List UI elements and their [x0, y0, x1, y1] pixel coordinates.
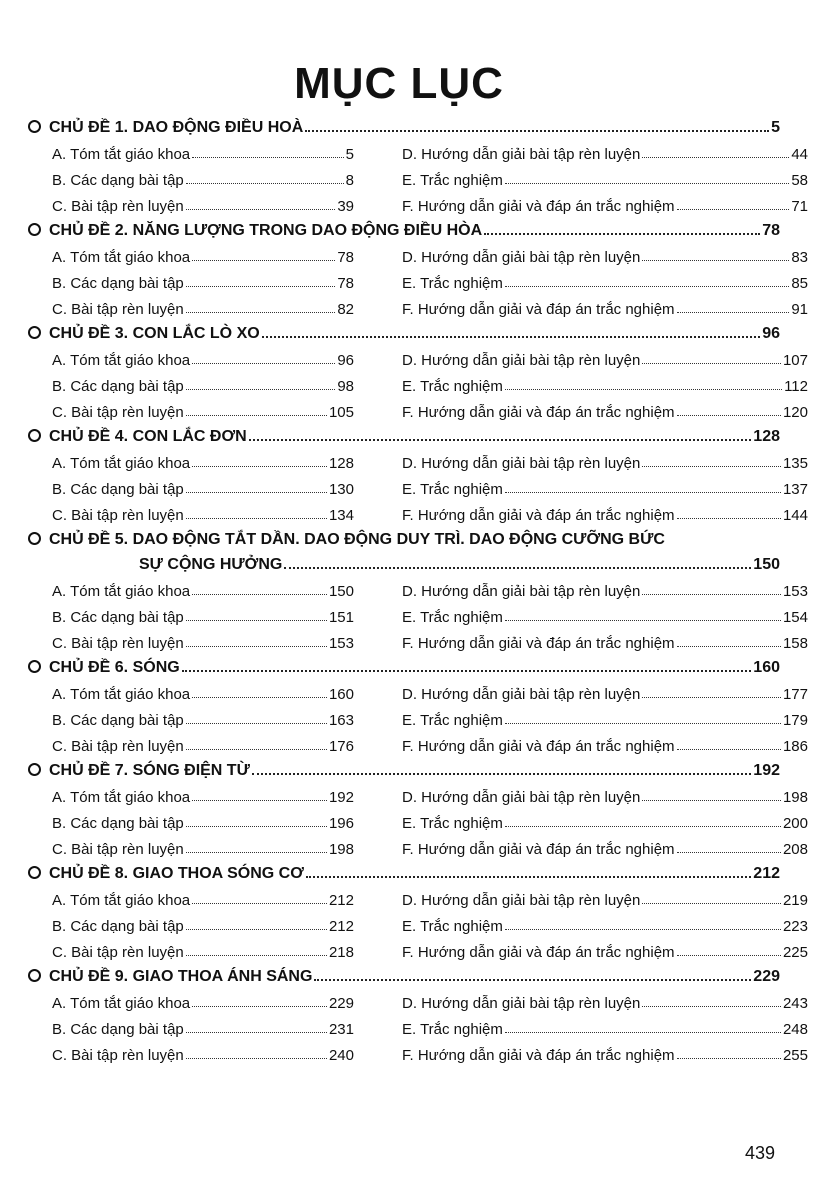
chapter-page-number: 192 — [753, 762, 780, 779]
dot-leader — [186, 929, 327, 930]
subsection-page-number: 243 — [782, 995, 808, 1012]
dot-leader — [505, 492, 781, 493]
subsection-entry[interactable] — [402, 729, 808, 755]
subsection-title: C. Bài tập rèn luyện — [52, 841, 184, 858]
subsection-page-number: 112 — [784, 378, 808, 395]
dot-leader — [182, 670, 752, 672]
subsection-page-number: 128 — [328, 455, 354, 472]
dot-leader — [642, 903, 781, 904]
subsection-title: E. Trắc nghiệm — [402, 1021, 503, 1038]
subsection-entry[interactable] — [52, 574, 354, 600]
subsection-grid — [28, 986, 808, 1064]
subsection-entry[interactable] — [402, 883, 808, 909]
dot-leader — [505, 389, 782, 390]
subsection-title: B. Các dạng bài tập — [52, 609, 184, 626]
subsection-page-number: 231 — [328, 1021, 354, 1038]
subsection-entry[interactable] — [52, 806, 354, 832]
subsection-title: A. Tóm tắt giáo khoa — [52, 146, 191, 163]
subsection-entry[interactable] — [402, 163, 808, 189]
subsection-title: C. Bài tập rèn luyện — [52, 507, 184, 524]
dot-leader — [186, 492, 327, 493]
subsection-page-number: 212 — [328, 918, 354, 935]
circle-bullet-icon — [28, 223, 41, 236]
chapter-section — [28, 755, 808, 858]
subsection-page-number: 153 — [328, 635, 354, 652]
subsection-page-number: 134 — [328, 507, 354, 524]
chapter-title: CHỦ ĐỀ 6. SÓNG — [49, 659, 180, 676]
subsection-title: A. Tóm tắt giáo khoa — [52, 249, 191, 266]
dot-leader — [505, 620, 781, 621]
dot-leader — [677, 852, 781, 853]
dot-leader — [252, 773, 751, 775]
subsection-title: D. Hướng dẫn giải bài tập rèn luyện — [402, 789, 641, 806]
subsection-page-number: 196 — [328, 815, 354, 832]
subsection-entry[interactable] — [402, 240, 808, 266]
subsection-title: E. Trắc nghiệm — [402, 172, 503, 189]
subsection-title: C. Bài tập rèn luyện — [52, 301, 184, 318]
subsection-page-number: 44 — [791, 146, 808, 163]
subsection-entry[interactable] — [52, 626, 354, 652]
chapter-heading[interactable] — [28, 524, 780, 549]
subsection-page-number: 58 — [791, 172, 808, 189]
subsection-title: A. Tóm tắt giáo khoa — [52, 995, 191, 1012]
subsection-page-number: 78 — [337, 275, 354, 292]
subsection-grid — [28, 137, 808, 215]
circle-bullet-icon — [28, 120, 41, 133]
subsection-entry[interactable] — [52, 163, 354, 189]
dot-leader — [192, 466, 327, 467]
circle-bullet-icon — [28, 866, 41, 879]
subsection-grid — [28, 574, 808, 652]
subsection-page-number: 255 — [782, 1047, 808, 1064]
subsection-page-number: 83 — [791, 249, 808, 266]
subsection-title: B. Các dạng bài tập — [52, 378, 184, 395]
chapter-heading[interactable] — [28, 215, 780, 240]
chapter-heading[interactable] — [28, 755, 780, 780]
subsection-entry[interactable] — [402, 498, 808, 524]
subsection-page-number: 176 — [328, 738, 354, 755]
subsection-page-number: 98 — [337, 378, 354, 395]
subsection-page-number: 153 — [782, 583, 808, 600]
subsection-title: A. Tóm tắt giáo khoa — [52, 686, 191, 703]
subsection-entry[interactable] — [52, 189, 354, 215]
subsection-title: C. Bài tập rèn luyện — [52, 635, 184, 652]
chapter-section — [28, 215, 808, 318]
subsection-grid — [28, 343, 808, 421]
subsection-title: F. Hướng dẫn giải và đáp án trắc nghiệm — [402, 404, 675, 421]
subsection-page-number: 229 — [328, 995, 354, 1012]
subsection-entry[interactable] — [52, 137, 354, 163]
dot-leader — [677, 955, 781, 956]
dot-leader — [186, 312, 336, 313]
subsection-entry[interactable] — [402, 292, 808, 318]
subsection-title: E. Trắc nghiệm — [402, 815, 503, 832]
dot-leader — [505, 723, 781, 724]
subsection-title: F. Hướng dẫn giải và đáp án trắc nghiệm — [402, 738, 675, 755]
subsection-page-number: 223 — [782, 918, 808, 935]
subsection-page-number: 200 — [782, 815, 808, 832]
subsection-title: B. Các dạng bài tập — [52, 481, 184, 498]
subsection-title: B. Các dạng bài tập — [52, 712, 184, 729]
chapter-title: CHỦ ĐỀ 7. SÓNG ĐIỆN TỪ — [49, 762, 250, 779]
circle-bullet-icon — [28, 532, 41, 545]
subsection-entry[interactable] — [52, 1038, 354, 1064]
dot-leader — [186, 518, 327, 519]
dot-leader — [642, 260, 789, 261]
dot-leader — [192, 260, 335, 261]
subsection-entry[interactable] — [402, 369, 808, 395]
dot-leader — [505, 183, 789, 184]
subsection-entry[interactable] — [402, 472, 808, 498]
dot-leader — [186, 646, 327, 647]
subsection-page-number: 212 — [328, 892, 354, 909]
chapter-title-continued: SỰ CỘNG HƯỞNG — [139, 556, 283, 573]
subsection-entry[interactable] — [402, 909, 808, 935]
chapter-section — [28, 112, 808, 215]
subsection-page-number: 130 — [328, 481, 354, 498]
dot-leader — [642, 697, 781, 698]
subsection-entry[interactable] — [402, 832, 808, 858]
subsection-title: D. Hướng dẫn giải bài tập rèn luyện — [402, 352, 641, 369]
subsection-title: E. Trắc nghiệm — [402, 275, 503, 292]
subsection-page-number: 39 — [337, 198, 354, 215]
subsection-entry[interactable] — [402, 266, 808, 292]
subsection-title: E. Trắc nghiệm — [402, 918, 503, 935]
dot-leader — [677, 312, 790, 313]
subsection-grid — [28, 446, 808, 524]
subsection-page-number: 158 — [782, 635, 808, 652]
subsection-title: E. Trắc nghiệm — [402, 609, 503, 626]
dot-leader — [677, 415, 781, 416]
subsection-title: C. Bài tập rèn luyện — [52, 1047, 184, 1064]
chapter-heading[interactable] — [28, 652, 780, 677]
subsection-entry[interactable] — [402, 780, 808, 806]
subsection-entry[interactable] — [52, 986, 354, 1012]
dot-leader — [314, 979, 751, 981]
circle-bullet-icon — [28, 429, 41, 442]
subsection-page-number: 120 — [782, 404, 808, 421]
subsection-page-number: 186 — [782, 738, 808, 755]
subsection-title: B. Các dạng bài tập — [52, 275, 184, 292]
dot-leader — [186, 852, 327, 853]
subsection-page-number: 154 — [782, 609, 808, 626]
subsection-title: F. Hướng dẫn giải và đáp án trắc nghiệm — [402, 301, 675, 318]
chapter-heading[interactable] — [28, 858, 780, 883]
subsection-title: D. Hướng dẫn giải bài tập rèn luyện — [402, 995, 641, 1012]
subsection-entry[interactable] — [52, 909, 354, 935]
subsection-page-number: 105 — [328, 404, 354, 421]
dot-leader — [186, 749, 327, 750]
circle-bullet-icon — [28, 660, 41, 673]
subsection-title: B. Các dạng bài tập — [52, 1021, 184, 1038]
subsection-title: C. Bài tập rèn luyện — [52, 198, 184, 215]
subsection-title: F. Hướng dẫn giải và đáp án trắc nghiệm — [402, 841, 675, 858]
chapter-page-number: 212 — [753, 865, 780, 882]
subsection-page-number: 96 — [337, 352, 354, 369]
subsection-entry[interactable] — [52, 395, 354, 421]
dot-leader — [192, 800, 327, 801]
dot-leader — [677, 518, 781, 519]
subsection-page-number: 160 — [328, 686, 354, 703]
subsection-entry[interactable] — [402, 626, 808, 652]
chapter-section — [28, 524, 808, 652]
dot-leader — [284, 567, 751, 569]
dot-leader — [642, 1006, 781, 1007]
subsection-title: F. Hướng dẫn giải và đáp án trắc nghiệm — [402, 507, 675, 524]
subsection-entry[interactable] — [52, 729, 354, 755]
dot-leader — [249, 439, 752, 441]
subsection-page-number: 135 — [782, 455, 808, 472]
dot-leader — [484, 233, 760, 235]
dot-leader — [642, 157, 789, 158]
dot-leader — [306, 876, 751, 878]
dot-leader — [305, 130, 769, 132]
dot-leader — [677, 646, 781, 647]
dot-leader — [677, 209, 790, 210]
subsection-entry[interactable] — [52, 266, 354, 292]
subsection-entry[interactable] — [402, 600, 808, 626]
subsection-page-number: 151 — [328, 609, 354, 626]
chapter-heading[interactable] — [28, 112, 780, 137]
chapter-title: CHỦ ĐỀ 9. GIAO THOA ÁNH SÁNG — [49, 968, 313, 985]
subsection-title: F. Hướng dẫn giải và đáp án trắc nghiệm — [402, 198, 675, 215]
subsection-entry[interactable] — [402, 1012, 808, 1038]
subsection-page-number: 240 — [328, 1047, 354, 1064]
dot-leader — [677, 1058, 781, 1059]
subsection-entry[interactable] — [52, 883, 354, 909]
dot-leader — [186, 1058, 327, 1059]
dot-leader — [642, 800, 781, 801]
subsection-page-number: 78 — [337, 249, 354, 266]
chapter-title: CHỦ ĐỀ 5. DAO ĐỘNG TẮT DẦN. DAO ĐỘNG DUY TRÌ. DAO ĐỘNG CƯỠNG BỨC — [49, 531, 665, 548]
subsection-page-number: 150 — [328, 583, 354, 600]
subsection-entry[interactable] — [52, 780, 354, 806]
subsection-title: E. Trắc nghiệm — [402, 378, 503, 395]
subsection-entry[interactable] — [52, 1012, 354, 1038]
dot-leader — [186, 723, 327, 724]
subsection-entry[interactable] — [402, 343, 808, 369]
subsection-entry[interactable] — [402, 806, 808, 832]
subsection-page-number: 137 — [782, 481, 808, 498]
chapter-title: CHỦ ĐỀ 1. DAO ĐỘNG ĐIỀU HOÀ — [49, 119, 304, 136]
subsection-page-number: 8 — [345, 172, 354, 189]
chapter-page-number: 160 — [753, 659, 780, 676]
subsection-page-number: 225 — [782, 944, 808, 961]
page-number: 439 — [744, 1143, 775, 1163]
subsection-title: C. Bài tập rèn luyện — [52, 944, 184, 961]
chapter-section — [28, 421, 808, 524]
chapter-page-number: 229 — [753, 968, 780, 985]
dot-leader — [186, 183, 344, 184]
subsection-page-number: 198 — [328, 841, 354, 858]
subsection-title: C. Bài tập rèn luyện — [52, 404, 184, 421]
subsection-entry[interactable] — [402, 1038, 808, 1064]
chapter-section — [28, 961, 808, 1064]
subsection-page-number: 163 — [328, 712, 354, 729]
dot-leader — [505, 826, 781, 827]
dot-leader — [262, 336, 761, 338]
subsection-page-number: 71 — [791, 198, 808, 215]
subsection-page-number: 91 — [791, 301, 808, 318]
subsection-title: D. Hướng dẫn giải bài tập rèn luyện — [402, 686, 641, 703]
subsection-entry[interactable] — [402, 446, 808, 472]
circle-bullet-icon — [28, 969, 41, 982]
subsection-entry[interactable] — [52, 703, 354, 729]
subsection-title: F. Hướng dẫn giải và đáp án trắc nghiệm — [402, 944, 675, 961]
dot-leader — [192, 903, 327, 904]
subsection-entry[interactable] — [402, 189, 808, 215]
chapter-title: CHỦ ĐỀ 3. CON LẮC LÒ XO — [49, 325, 260, 342]
dot-leader — [186, 826, 327, 827]
chapter-heading[interactable] — [28, 318, 780, 343]
subsection-title: D. Hướng dẫn giải bài tập rèn luyện — [402, 249, 641, 266]
chapter-title: CHỦ ĐỀ 8. GIAO THOA SÓNG CƠ — [49, 865, 304, 882]
subsection-entry[interactable] — [402, 703, 808, 729]
dot-leader — [186, 415, 327, 416]
subsection-page-number: 219 — [782, 892, 808, 909]
subsection-page-number: 248 — [782, 1021, 808, 1038]
chapter-heading[interactable] — [28, 421, 780, 446]
table-of-contents — [28, 112, 808, 1064]
dot-leader — [192, 157, 344, 158]
subsection-entry[interactable] — [52, 677, 354, 703]
subsection-entry[interactable] — [402, 935, 808, 961]
dot-leader — [186, 955, 327, 956]
chapter-section — [28, 858, 808, 961]
dot-leader — [192, 594, 327, 595]
subsection-entry[interactable] — [52, 446, 354, 472]
dot-leader — [186, 389, 336, 390]
subsection-page-number: 85 — [791, 275, 808, 292]
chapter-section — [28, 318, 808, 421]
page-title: MỤC LỤC — [294, 59, 504, 109]
circle-bullet-icon — [28, 763, 41, 776]
subsection-title: A. Tóm tắt giáo khoa — [52, 892, 191, 909]
dot-leader — [186, 620, 327, 621]
subsection-title: D. Hướng dẫn giải bài tập rèn luyện — [402, 455, 641, 472]
chapter-page-number: 78 — [762, 222, 780, 239]
subsection-title: C. Bài tập rèn luyện — [52, 738, 184, 755]
subsection-title: E. Trắc nghiệm — [402, 712, 503, 729]
subsection-entry[interactable] — [52, 498, 354, 524]
subsection-entry[interactable] — [52, 600, 354, 626]
subsection-page-number: 218 — [328, 944, 354, 961]
chapter-heading[interactable] — [28, 961, 780, 986]
subsection-grid — [28, 883, 808, 961]
chapter-section — [28, 652, 808, 755]
subsection-entry[interactable] — [52, 472, 354, 498]
subsection-title: A. Tóm tắt giáo khoa — [52, 789, 191, 806]
subsection-title: D. Hướng dẫn giải bài tập rèn luyện — [402, 892, 641, 909]
subsection-page-number: 82 — [337, 301, 354, 318]
subsection-grid — [28, 240, 808, 318]
subsection-page-number: 107 — [782, 352, 808, 369]
subsection-title: E. Trắc nghiệm — [402, 481, 503, 498]
subsection-entry[interactable] — [402, 986, 808, 1012]
subsection-title: F. Hướng dẫn giải và đáp án trắc nghiệm — [402, 1047, 675, 1064]
dot-leader — [186, 286, 336, 287]
subsection-entry[interactable] — [52, 935, 354, 961]
subsection-page-number: 208 — [782, 841, 808, 858]
dot-leader — [642, 466, 781, 467]
chapter-page-number: 128 — [753, 428, 780, 445]
dot-leader — [642, 363, 781, 364]
subsection-grid — [28, 780, 808, 858]
subsection-entry[interactable] — [402, 677, 808, 703]
subsection-title: B. Các dạng bài tập — [52, 815, 184, 832]
subsection-title: A. Tóm tắt giáo khoa — [52, 352, 191, 369]
subsection-grid — [28, 677, 808, 755]
subsection-entry[interactable] — [52, 292, 354, 318]
chapter-page-number: 150 — [753, 556, 780, 573]
subsection-entry[interactable] — [52, 240, 354, 266]
subsection-title: A. Tóm tắt giáo khoa — [52, 583, 191, 600]
subsection-entry[interactable] — [52, 369, 354, 395]
subsection-entry[interactable] — [402, 395, 808, 421]
subsection-title: B. Các dạng bài tập — [52, 172, 184, 189]
dot-leader — [505, 1032, 781, 1033]
subsection-entry[interactable] — [52, 832, 354, 858]
subsection-page-number: 198 — [782, 789, 808, 806]
dot-leader — [505, 929, 781, 930]
dot-leader — [186, 1032, 327, 1033]
dot-leader — [186, 209, 336, 210]
circle-bullet-icon — [28, 326, 41, 339]
subsection-page-number: 177 — [782, 686, 808, 703]
subsection-title: B. Các dạng bài tập — [52, 918, 184, 935]
dot-leader — [192, 697, 327, 698]
chapter-title: CHỦ ĐỀ 2. NĂNG LƯỢNG TRONG DAO ĐỘNG ĐIỀU HÒA — [49, 222, 483, 239]
dot-leader — [192, 1006, 327, 1007]
subsection-entry[interactable] — [52, 343, 354, 369]
subsection-title: A. Tóm tắt giáo khoa — [52, 455, 191, 472]
dot-leader — [642, 594, 781, 595]
subsection-entry[interactable] — [402, 137, 808, 163]
subsection-title: D. Hướng dẫn giải bài tập rèn luyện — [402, 583, 641, 600]
subsection-entry[interactable] — [402, 574, 808, 600]
chapter-page-number: 5 — [771, 119, 780, 136]
subsection-title: F. Hướng dẫn giải và đáp án trắc nghiệm — [402, 635, 675, 652]
dot-leader — [677, 749, 781, 750]
subsection-page-number: 5 — [345, 146, 354, 163]
chapter-title: CHỦ ĐỀ 4. CON LẮC ĐƠN — [49, 428, 247, 445]
subsection-page-number: 179 — [782, 712, 808, 729]
dot-leader — [505, 286, 789, 287]
subsection-page-number: 192 — [328, 789, 354, 806]
chapter-page-number: 96 — [762, 325, 780, 342]
chapter-heading-continued[interactable] — [28, 549, 780, 574]
dot-leader — [192, 363, 335, 364]
subsection-title: D. Hướng dẫn giải bài tập rèn luyện — [402, 146, 641, 163]
subsection-page-number: 144 — [782, 507, 808, 524]
